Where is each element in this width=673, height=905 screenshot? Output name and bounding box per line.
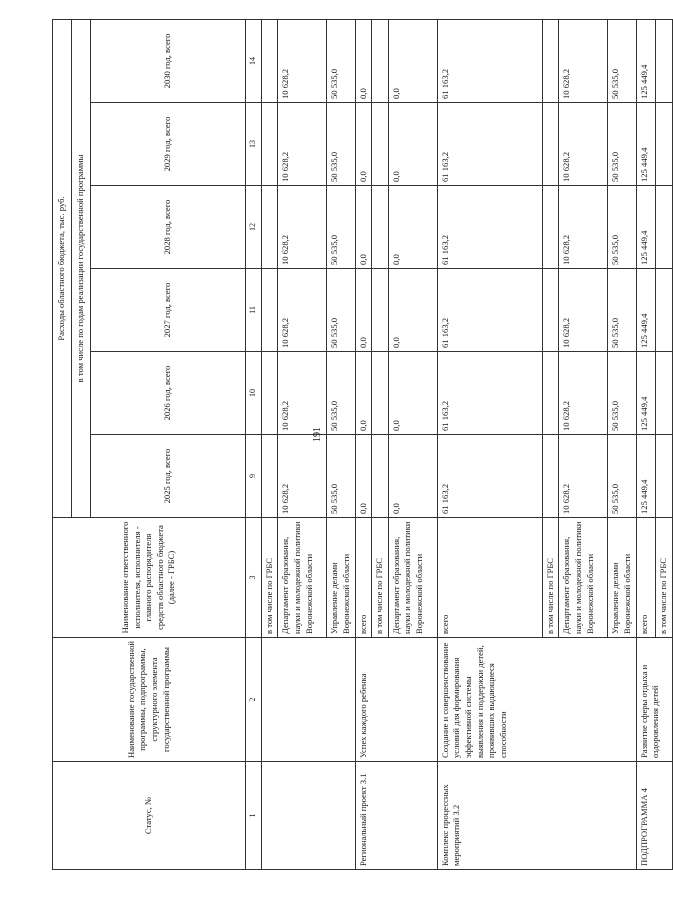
row-value: 125 449,4 (636, 103, 655, 186)
header-year: 2029 год, всего (91, 103, 246, 186)
table-row (355, 19, 372, 869)
row-status: Региональный проект 3.1 (355, 762, 437, 870)
column-index-row (246, 19, 262, 869)
row-value: 0,0 (388, 186, 437, 269)
row-value (372, 19, 389, 102)
row-executor: Департамент образования, науки и молодежной политики Воронежской области (388, 518, 437, 638)
table-row (636, 19, 655, 869)
row-value (372, 103, 389, 186)
row-value (655, 19, 672, 102)
header-program-name: Наименование государственной программы, подпрограммы, структурного элемента государственной программы (53, 638, 246, 762)
row-value: 61 163,2 (437, 103, 542, 186)
row-value (372, 435, 389, 518)
row-value (372, 352, 389, 435)
header-year: 2028 год, всего (91, 186, 246, 269)
column-index: 14 (246, 19, 262, 102)
row-executor: Департамент образования, науки и молодежной политики Воронежской области (278, 518, 327, 638)
row-executor: всего (437, 518, 542, 638)
row-value (542, 352, 559, 435)
row-value: 0,0 (355, 352, 372, 435)
row-value (261, 103, 278, 186)
row-value: 10 628,2 (559, 435, 608, 518)
row-value: 10 628,2 (278, 435, 327, 518)
row-value: 61 163,2 (437, 186, 542, 269)
header-year: 2027 год, всего (91, 269, 246, 352)
row-value: 50 535,0 (608, 186, 636, 269)
row-value: 10 628,2 (278, 19, 327, 102)
row-value: 50 535,0 (327, 103, 355, 186)
header-year: 2025 год, всего (91, 435, 246, 518)
row-status: ПОДПРОГРАММА 4 (636, 762, 672, 870)
row-value (655, 352, 672, 435)
row-value: 50 535,0 (608, 269, 636, 352)
row-value (542, 269, 559, 352)
row-value: 61 163,2 (437, 269, 542, 352)
row-value: 0,0 (388, 352, 437, 435)
row-value: 125 449,4 (636, 186, 655, 269)
row-value: 50 535,0 (608, 435, 636, 518)
row-value: 0,0 (355, 103, 372, 186)
row-value (655, 435, 672, 518)
header-status: Статус, № (53, 762, 246, 870)
row-value: 50 535,0 (327, 269, 355, 352)
row-value: 125 449,4 (636, 435, 655, 518)
row-value: 0,0 (355, 435, 372, 518)
row-value: 50 535,0 (327, 352, 355, 435)
column-index: 9 (246, 435, 262, 518)
header-year: 2026 год, всего (91, 352, 246, 435)
row-executor: Департамент образования, науки и молодежной политики Воронежской области (559, 518, 608, 638)
row-value: 125 449,4 (636, 269, 655, 352)
row-value (655, 103, 672, 186)
row-name: Развитие сферы отдыха и оздоровления детей (636, 638, 672, 762)
row-executor: в том числе по ГРБС (372, 518, 389, 638)
row-value (372, 186, 389, 269)
header-executor: Наименование ответственного исполнителя, исполнителя - главного распорядителя средств областного бюджета (далее - ГРБС) (53, 518, 246, 638)
row-value: 10 628,2 (559, 19, 608, 102)
row-value: 0,0 (388, 269, 437, 352)
header-row-1 (53, 19, 72, 869)
table-row (437, 19, 542, 869)
row-executor: всего (636, 518, 655, 638)
row-value (261, 269, 278, 352)
column-index: 10 (246, 352, 262, 435)
column-index: 13 (246, 103, 262, 186)
row-value (372, 269, 389, 352)
row-value: 50 535,0 (327, 186, 355, 269)
row-executor: в том числе по ГРБС (655, 518, 672, 638)
row-value: 125 449,4 (636, 352, 655, 435)
row-value: 10 628,2 (278, 352, 327, 435)
row-executor: Управление делами Воронежской области (327, 518, 355, 638)
row-value (655, 186, 672, 269)
row-executor: Управление делами Воронежской области (608, 518, 636, 638)
row-value (261, 352, 278, 435)
row-value (261, 435, 278, 518)
row-value (542, 186, 559, 269)
row-status (261, 762, 355, 870)
budget-table (52, 19, 673, 870)
row-value: 50 535,0 (327, 435, 355, 518)
row-value (542, 435, 559, 518)
row-executor: в том числе по ГРБС (261, 518, 278, 638)
row-value (261, 19, 278, 102)
column-index: 12 (246, 186, 262, 269)
column-index: 11 (246, 269, 262, 352)
row-name (261, 638, 355, 762)
row-executor: всего (355, 518, 372, 638)
row-value (655, 269, 672, 352)
row-value: 61 163,2 (437, 435, 542, 518)
row-value: 10 628,2 (278, 103, 327, 186)
row-value: 10 628,2 (559, 103, 608, 186)
column-index: 1 (246, 762, 262, 870)
row-value: 0,0 (388, 435, 437, 518)
row-value (542, 103, 559, 186)
row-value: 10 628,2 (559, 352, 608, 435)
row-value: 61 163,2 (437, 19, 542, 102)
table-row (261, 19, 278, 869)
row-value: 61 163,2 (437, 352, 542, 435)
row-status: Комплекс процессных мероприятий 3.2 (437, 762, 636, 870)
rotated-page (52, 20, 668, 870)
row-value: 125 449,4 (636, 19, 655, 102)
row-name: Создание и совершенствование условий для формирования эффективной системы выявления и поддержки детей, проявивших выдающиеся способности (437, 638, 636, 762)
row-value: 10 628,2 (559, 269, 608, 352)
column-index: 2 (246, 638, 262, 762)
row-value: 0,0 (355, 269, 372, 352)
row-value: 0,0 (355, 19, 372, 102)
row-value: 0,0 (388, 103, 437, 186)
row-executor: в том числе по ГРБС (542, 518, 559, 638)
row-value: 50 535,0 (327, 19, 355, 102)
row-name: Успех каждого ребенка (355, 638, 437, 762)
row-value: 0,0 (388, 19, 437, 102)
row-value (542, 19, 559, 102)
row-value: 10 628,2 (559, 186, 608, 269)
row-value: 10 628,2 (278, 186, 327, 269)
header-expenses-subtitle: в том числе по годам реализации государственной программы (72, 19, 91, 517)
row-value (261, 186, 278, 269)
column-index: 3 (246, 518, 262, 638)
row-value: 50 535,0 (608, 352, 636, 435)
row-value: 50 535,0 (608, 19, 636, 102)
header-year: 2030 год, всего (91, 19, 246, 102)
row-value: 50 535,0 (608, 103, 636, 186)
page-number: 191 (312, 427, 323, 442)
header-expenses-title: Расходы областного бюджета, тыс. руб. (53, 19, 72, 517)
row-value: 0,0 (355, 186, 372, 269)
row-value: 10 628,2 (278, 269, 327, 352)
